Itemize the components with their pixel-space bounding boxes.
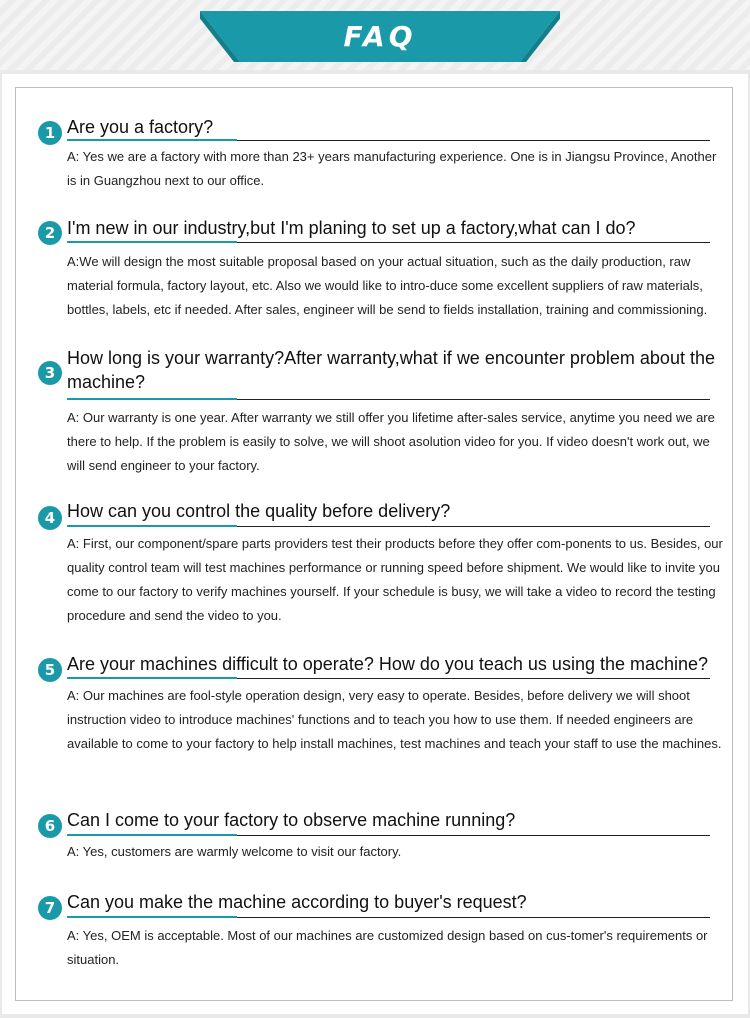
question-divider-accent (67, 677, 237, 679)
faq-question: Can you make the machine according to buyer's request? (67, 892, 527, 912)
faq-list (15, 87, 733, 1001)
question-divider-accent (67, 525, 237, 527)
number-6-icon: 6 (38, 814, 62, 838)
question-divider-accent (67, 398, 237, 400)
faq-answer: A: Yes, customers are warmly welcome to visit our factory. (67, 844, 402, 859)
number-3-icon: 3 (38, 361, 62, 385)
faq-question: Are your machines difficult to operate? How do you teach us using the machine? (67, 654, 709, 674)
page-title: FAQ (343, 20, 417, 53)
faq-answer: A:We will design the most suitable proposal based on your actual situation, such as the daily production, raw material formula, factory layout, etc. Also we would like to intro-duce some excellent suppliers of raw materials, bottles, labels, etc if needed. After sales, engineer will be send to fields installation, training and commissioning. (67, 254, 708, 317)
faq-answer: A: Yes, OEM is acceptable. Most of our machines are customized design based on cus-tomer's requirements or situation. (67, 928, 708, 967)
question-divider-accent (67, 916, 237, 918)
faq-question: Can I come to your factory to observe machine running? (67, 810, 516, 830)
faq-answer: A: First, our component/spare parts providers test their products before they offer com-ponents to us. Besides, our quality control team will test machines performance or running speed before shipment. We would like to invite you come to our factory to verify machines yourself. If your schedule is busy, we will take a video to record the testing procedure and send the video to you. (67, 536, 723, 623)
faq-question: I'm new in our industry,but I'm planing to set up a factory,what can I do? (67, 218, 636, 238)
faq-question: How long is your warranty?After warranty,what if we encounter problem about the machine? (67, 348, 715, 392)
number-7-icon: 7 (38, 896, 62, 920)
number-2-icon: 2 (38, 221, 62, 245)
number-4-icon: 4 (38, 506, 62, 530)
faq-banner (200, 11, 560, 62)
question-divider-accent (67, 139, 237, 141)
faq-frame (2, 74, 748, 1014)
faq-question: Are you a factory? (67, 117, 214, 137)
faq-question: How can you control the quality before delivery? (67, 501, 451, 521)
faq-answer: A: Our warranty is one year. After warranty we still offer you lifetime after-sales service, anytime you need we are there to help. If the problem is easily to solve, we will shoot asolution video for you. If video doesn't work out, we will send engineer to your factory. (67, 410, 715, 473)
faq-answer: A: Yes we are a factory with more than 23+ years manufacturing experience. One is in Jiangsu Province, Another is in Guangzhou next to our office. (67, 149, 717, 188)
question-divider-accent (67, 834, 237, 836)
faq-answer: A: Our machines are fool-style operation design, very easy to operate. Besides, before delivery we will shoot instruction video to introduce machines' functions and to teach you how to use them. If needed engineers are available to come to your factory to help install machines, test machines and teach your staff to use the machines. (67, 688, 722, 751)
question-divider-accent (67, 241, 237, 243)
number-5-icon: 5 (38, 658, 62, 682)
number-1-icon: 1 (38, 121, 62, 145)
